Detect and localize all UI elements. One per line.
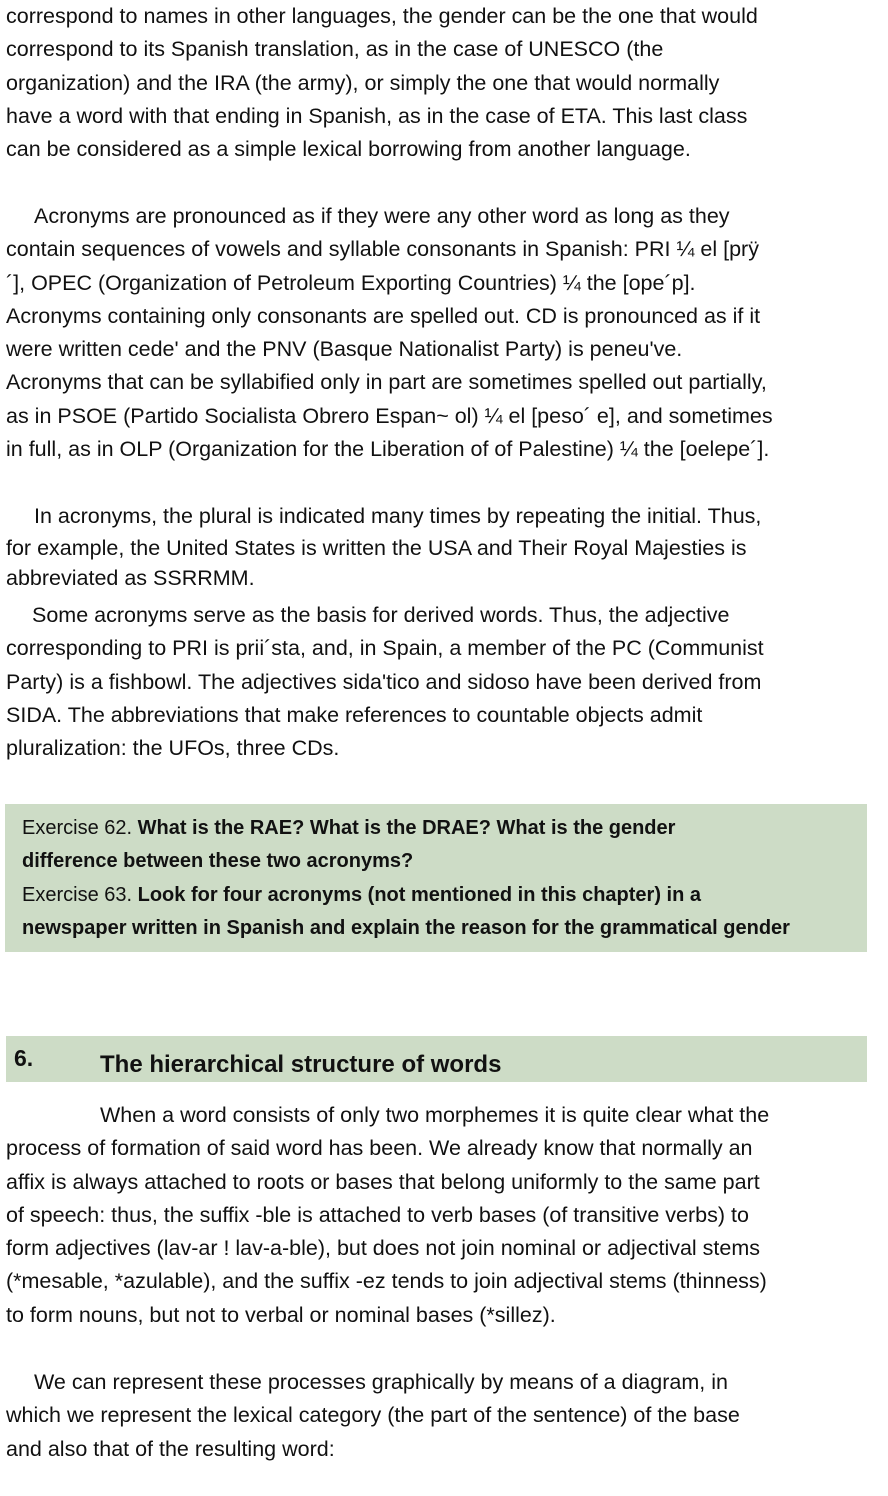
text-line: can be considered as a simple lexical borrowing from another language.: [6, 137, 691, 162]
text-line: for example, the United States is written the USA and Their Royal Majesties is: [6, 536, 747, 561]
paragraph-acronym-plural: [6, 500, 882, 593]
exercise-63-continued: [22, 912, 888, 945]
text-line: contain sequences of vowels and syllable consonants in Spanish: PRI ¼ el [prÿ: [6, 237, 759, 262]
section-number: 6.: [14, 1045, 34, 1071]
text-line: In acronyms, the plural is indicated many times by repeating the initial. Thus,: [34, 504, 762, 528]
exercise-63: [22, 879, 888, 912]
text-line: as in PSOE (Partido Socialista Obrero Espan~ ol) ¼ el [peso´ e], and sometimes: [6, 403, 773, 428]
text-line: correspond to its Spanish translation, as in the case of UNESCO (the: [6, 37, 664, 62]
text-line: pluralization: the UFOs, three CDs.: [6, 736, 340, 761]
text-line: and also that of the resulting word:: [6, 1436, 335, 1461]
text-line: When a word consists of only two morphemes it is quite clear what the: [100, 1103, 770, 1127]
text-line: abbreviated as SSRRMM.: [6, 566, 255, 591]
text-line: Acronyms containing only consonants are spelled out. CD is pronounced as if it: [6, 303, 761, 328]
exercise-question: Look for four acronyms (not mentioned in this chapter) in a: [137, 883, 701, 906]
exercise-question: newspaper written in Spanish and explain the reason for the grammatical gender: [22, 916, 790, 939]
text-line: organization) and the IRA (the army), or simply the one that would normally: [6, 70, 720, 95]
text-line: SIDA. The abbreviations that make references to countable objects admit: [6, 702, 703, 727]
text-line: which we represent the lexical category (the part of the sentence) of the base: [6, 1403, 740, 1428]
paragraph-derived-words: [6, 599, 882, 765]
text-line: Party) is a fishbowl. The adjectives sida'tico and sidoso have been derived from: [6, 669, 762, 694]
section-title: The hierarchical structure of words: [100, 1051, 502, 1078]
paragraph-acronym-pronunciation: [6, 200, 882, 466]
text-line: to form nouns, but not to verbal or nominal bases (*sillez).: [6, 1302, 556, 1327]
text-line: of speech: thus, the suffix -ble is attached to verb bases (of transitive verbs) to: [6, 1202, 749, 1227]
exercise-label: Exercise 62.: [22, 817, 133, 839]
paragraph-hierarchical-structure: [6, 1099, 882, 1332]
exercise-62-continued: [22, 845, 888, 878]
text-line: correspond to names in other languages, the gender can be the one that would: [6, 4, 758, 28]
text-line: Acronyms that can be syllabified only in part are sometimes spelled out partially,: [6, 370, 767, 395]
exercise-question: difference between these two acronyms?: [22, 850, 414, 873]
text-line: (*mesable, *azulable), and the suffix -ez tends to join adjectival stems (thinness): [6, 1269, 767, 1294]
exercise-question: What is the RAE? What is the DRAE? What is the gender: [137, 817, 676, 839]
exercise-list: [22, 812, 888, 945]
text-line: ´], OPEC (Organization of Petroleum Exporting Countries) ¼ the [ope´p].: [6, 270, 696, 295]
text-line: were written cede' and the PNV (Basque Nationalist Party) is peneu've.: [6, 337, 683, 362]
exercise-62: [22, 812, 888, 845]
text-line: have a word with that ending in Spanish, as in the case of ETA. This last class: [6, 103, 748, 128]
paragraph-diagram-intro: [6, 1366, 882, 1466]
text-line: affix is always attached to roots or bases that belong uniformly to the same part: [6, 1169, 760, 1194]
text-line: corresponding to PRI is prii´sta, and, in Spain, a member of the PC (Communist: [6, 636, 764, 661]
text-line: Some acronyms serve as the basis for derived words. Thus, the adjective: [32, 603, 730, 627]
text-line: form adjectives (lav-ar ! lav-a-ble), but does not join nominal or adjectival stems: [6, 1236, 761, 1261]
text-line: Acronyms are pronounced as if they were any other word as long as they: [34, 204, 730, 228]
text-line: process of formation of said word has been. We already know that normally an: [6, 1136, 753, 1161]
text-line: We can represent these processes graphically by means of a diagram, in: [34, 1370, 728, 1394]
text-line: in full, as in OLP (Organization for the Liberation of of Palestine) ¼ the [oelepe´].: [6, 437, 770, 462]
exercise-label: Exercise 63.: [22, 883, 133, 906]
paragraph-gender-of-acronyms: [6, 0, 882, 166]
